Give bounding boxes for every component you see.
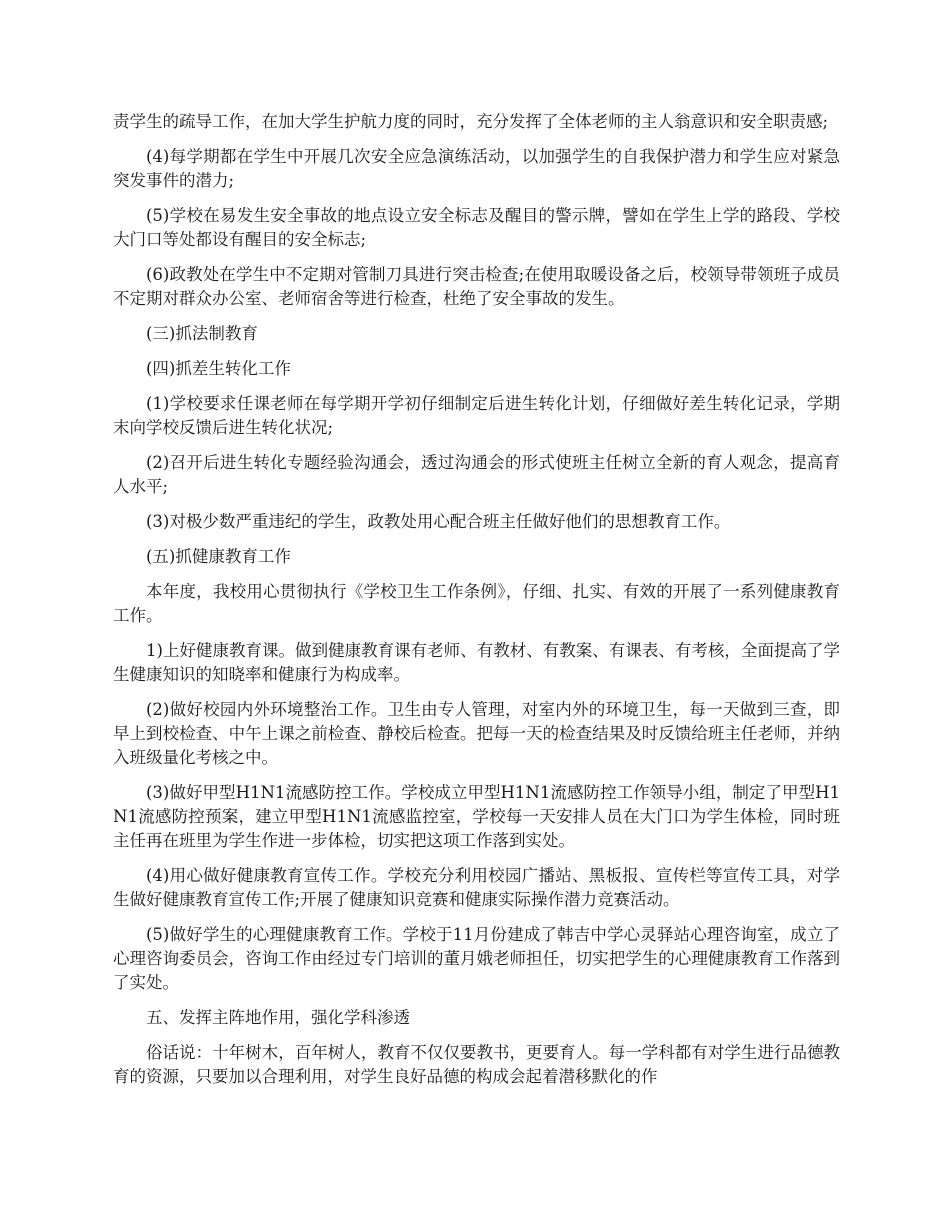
paragraph-transformation-1: (1)学校要求任课老师在每学期开学初仔细制定后进生转化计划，仔细做好差生转化记录，学期末向学校反馈后进生转化状况; [113, 394, 840, 437]
document-body [113, 110, 840, 1100]
paragraph-transformation-3: (3)对极少数严重违纪的学生，政教处用心配合班主任做好他们的思想教育工作。 [146, 512, 731, 531]
section-heading-legal-education: (三)抓法制教育 [146, 324, 258, 343]
section-heading-health-education: (五)抓健康教育工作 [146, 547, 291, 566]
section-heading-student-transformation: (四)抓差生转化工作 [146, 359, 291, 378]
paragraph-item-4-drills: (4)每学期都在学生中开展几次安全应急演练活动，以加强学生的自我保护潜力和学生应对紧急突发事件的潜力; [113, 147, 840, 190]
paragraph-transformation-2: (2)召开后进生转化专题经验沟通会，透过沟通会的形式使班主任树立全新的育人观念，提高育人水平; [113, 453, 840, 496]
paragraph-health-4: (4)用心做好健康教育宣传工作。学校充分利用校园广播站、黑板报、宣传栏等宣传工具，对学生做好健康教育宣传工作;开展了健康知识竞赛和健康实际操作潜力竞赛活动。 [113, 866, 840, 909]
section-heading-subject-integration: 五、发挥主阵地作用，强化学科渗透 [146, 1008, 410, 1027]
paragraph-health-1: 1)上好健康教育课。做到健康教育课有老师、有教材、有教案、有课表、有考核，全面提高了学生健康知识的知晓率和健康行为构成率。 [113, 641, 840, 684]
paragraph-item-5-signs: (5)学校在易发生安全事故的地点设立安全标志及醒目的警示牌，譬如在学生上学的路段、学校大门口等处都设有醒目的安全标志; [113, 206, 840, 249]
paragraph-health-5: (5)做好学生的心理健康教育工作。学校于11月份建成了韩吉中学心灵驿站心理咨询室，成立了心理咨询委员会，咨询工作由经过专门培训的董月娥老师担任，切实把学生的心理健康教育工作落到了实处。 [113, 925, 840, 992]
paragraph-continuation: 责学生的疏导工作，在加大学生护航力度的同时，充分发挥了全体老师的主人翁意识和安全职责感; [113, 112, 829, 131]
paragraph-subject-intro: 俗话说：十年树木，百年树人，教育不仅仅要教书，更要育人。每一学科都有对学生进行品德教育的资源，只要加以合理利用，对学生良好品德的构成会起着潜移默化的作 [113, 1043, 840, 1086]
paragraph-health-2: (2)做好校园内外环境整治工作。卫生由专人管理，对室内外的环境卫生，每一天做到三查，即早上到校检查、中午上课之前检查、静校后检查。把每一天的检查结果及时反馈给班主任老师，并纳入班级量化考核之中。 [113, 700, 840, 767]
paragraph-item-6-inspection: (6)政教处在学生中不定期对管制刀具进行突击检查;在使用取暖设备之后，校领导带领班子成员不定期对群众办公室、老师宿舍等进行检查，杜绝了安全事故的发生。 [113, 265, 840, 308]
paragraph-health-3: (3)做好甲型H1N1流感防控工作。学校成立甲型H1N1流感防控工作领导小组，制定了甲型H1N1流感防控预案，建立甲型H1N1流感监控室，学校每一天安排人员在大门口为学生体检，同时班主任再在班里为学生作进一步体检，切实把这项工作落到实处。 [113, 783, 840, 850]
paragraph-health-intro: 本年度，我校用心贯彻执行《学校卫生工作条例》，仔细、扎实、有效的开展了一系列健康教育工作。 [113, 582, 840, 625]
